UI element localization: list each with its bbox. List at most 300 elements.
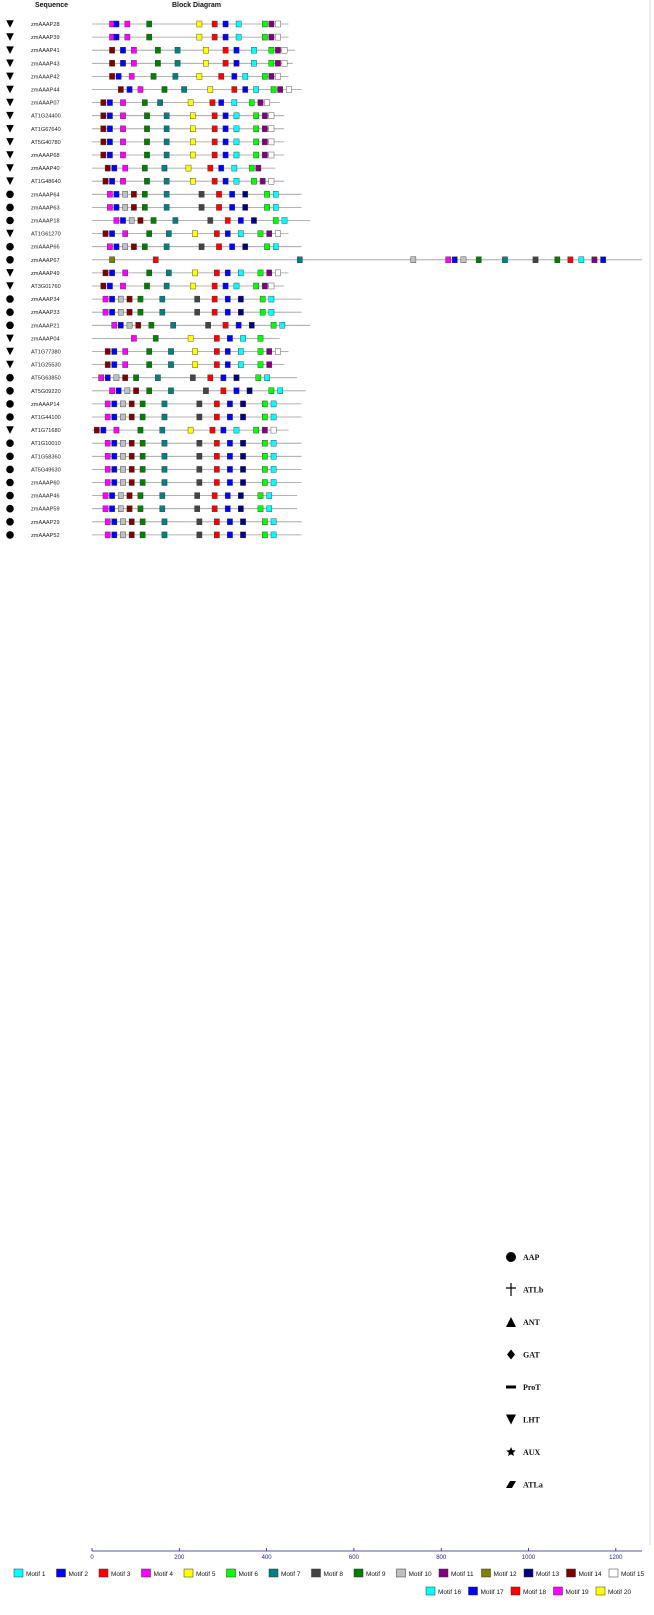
motif-1-block [232, 165, 237, 171]
family-legend-item [506, 1317, 541, 1327]
motif-2-block [116, 388, 121, 394]
motif-14-block [129, 532, 134, 538]
motif-6-block [262, 34, 267, 40]
motif-11-block [262, 283, 267, 289]
family-symbol [6, 413, 14, 421]
motif-3-block [214, 519, 219, 525]
motif-7-block [162, 466, 167, 472]
sequence-label: AT1G24400 [31, 113, 61, 120]
family-symbol [6, 322, 14, 330]
motif-2-block [101, 427, 106, 433]
motif-4-block [120, 152, 125, 158]
motif-11-block [267, 349, 272, 355]
motif-legend-label: Motif 16 [438, 1589, 462, 1596]
motif-10-block [125, 388, 130, 394]
motif-3-block [223, 60, 228, 66]
motif-16-block [282, 218, 287, 224]
family-symbol [6, 282, 14, 290]
sequence-label: zmAAAP52 [31, 532, 60, 539]
motif-1-block [234, 427, 239, 433]
motif-5-block [203, 47, 208, 53]
motif-5-block [192, 231, 197, 237]
sequence-row [6, 151, 284, 159]
motif-17-block [234, 60, 239, 66]
sequence-rows [6, 20, 642, 539]
motif-9-block [147, 21, 152, 27]
motif-legend-item [524, 1569, 560, 1578]
motif-17-block [234, 388, 239, 394]
motif-5-block [192, 270, 197, 276]
motif-15-block [269, 139, 274, 145]
motif-5-block [190, 113, 195, 119]
sequence-row [6, 505, 297, 513]
sequence-label: AT1G44100 [31, 415, 61, 421]
motif-legend-label: Motif 19 [565, 1589, 589, 1596]
motif-10-block [123, 204, 128, 210]
motif-6-block [269, 60, 274, 66]
motif-legend-item [227, 1569, 259, 1578]
motif-6-block [262, 532, 267, 538]
motif-16-block [271, 401, 276, 407]
motif-19-block [105, 401, 110, 407]
motif-17-block [227, 401, 232, 407]
motif-7-block [168, 388, 173, 394]
motif-16-block [271, 453, 276, 459]
motif-7-block [173, 73, 178, 79]
motif-10-block [123, 191, 128, 197]
motif-9-block [142, 204, 147, 210]
family-legend-label: ATLb [523, 1285, 544, 1295]
motif-15-block [269, 178, 274, 184]
motif-19-block [109, 388, 114, 394]
motif-3-block [212, 126, 217, 132]
motif-6-block [273, 218, 278, 224]
sequence-label: zmAAAP67 [31, 257, 60, 264]
motif-14-block [138, 218, 143, 224]
motif-7-block [168, 349, 173, 355]
motif-legend-swatch [482, 1569, 491, 1577]
motif-6-block [258, 362, 263, 368]
motif-4-block [120, 113, 125, 119]
motif-4-block [131, 335, 136, 341]
motif-1-block [236, 21, 241, 27]
motif-6-block [258, 493, 263, 499]
motif-5-block [197, 21, 202, 27]
family-symbol [6, 348, 14, 356]
motif-1-block [251, 47, 256, 53]
motif-5-block [190, 152, 195, 158]
sequence-row [6, 295, 301, 303]
motif-9-block [147, 362, 152, 368]
sequence-row [6, 99, 279, 107]
motif-7-block [155, 375, 160, 381]
motif-15-block [264, 100, 269, 106]
motif-legend-label: Motif 13 [536, 1571, 560, 1578]
motif-9-block [140, 414, 145, 420]
motif-5-block [190, 139, 195, 145]
motif-legend-swatch [397, 1569, 406, 1577]
sequence-label: zmAAAP68 [31, 153, 60, 159]
motif-13-block [234, 375, 239, 381]
motif-2-block [112, 466, 117, 472]
motif-14-block [103, 270, 108, 276]
sequence-label: zmAAAP29 [31, 519, 60, 526]
motif-legend-label: Motif 3 [111, 1571, 131, 1578]
motif-9-block [140, 440, 145, 446]
motif-11-block [278, 87, 283, 93]
motif-2-block [114, 34, 119, 40]
motif-14-block [118, 87, 123, 93]
family-symbol [6, 308, 14, 316]
motif-14-block [101, 283, 106, 289]
motif-17-block [223, 21, 228, 27]
motif-14-block [101, 126, 106, 132]
legend-symbol [506, 1415, 516, 1425]
motif-17-block [225, 309, 230, 315]
motif-legend-label: Motif 20 [608, 1589, 632, 1596]
motif-17-block [223, 126, 228, 132]
motif-17-block [230, 191, 235, 197]
motif-legend-item [142, 1569, 174, 1578]
sequence-row [6, 217, 310, 225]
family-symbol [6, 518, 14, 526]
motif-9-block [147, 388, 152, 394]
sequence-label: AT5G63850 [31, 375, 61, 382]
motif-2-block [109, 270, 114, 276]
motif-7-block [164, 126, 169, 132]
motif-4-block [123, 165, 128, 171]
motif-7-block [502, 257, 507, 263]
motif-10-block [120, 519, 125, 525]
family-symbol [6, 230, 14, 238]
motif-legend-swatch [227, 1569, 236, 1577]
motif-legend-swatch [99, 1569, 108, 1577]
motif-legend-item [554, 1587, 590, 1596]
family-legend-label: ProT [523, 1383, 541, 1392]
motif-7-block [160, 506, 165, 512]
motif-9-block [144, 283, 149, 289]
motif-7-block [181, 87, 186, 93]
motif-6-block [262, 414, 267, 420]
sequence-row [6, 439, 301, 447]
motif-14-block [131, 244, 136, 250]
motif-2-block [127, 87, 132, 93]
family-symbol [6, 217, 14, 225]
motif-6-block [249, 165, 254, 171]
motif-10-block [120, 401, 125, 407]
motif-1-block [234, 152, 239, 158]
motif-11-block [262, 113, 267, 119]
motif-15-block [275, 21, 280, 27]
motif-2-block [109, 296, 114, 302]
sequence-row [6, 453, 301, 461]
sequence-row [6, 269, 288, 277]
motif-4-block [131, 60, 136, 66]
motif-6-block [254, 126, 259, 132]
motif-7-block [168, 362, 173, 368]
sequence-label: zmAAAP44 [31, 87, 60, 94]
motif-legend-item [397, 1569, 433, 1578]
motif-1-block [243, 73, 248, 79]
motif-8-block [205, 322, 210, 328]
sequence-label: zmAAAP59 [31, 506, 60, 513]
motif-15-block [275, 34, 280, 40]
motif-14-block [127, 493, 132, 499]
motif-legend-item [567, 1569, 603, 1578]
motif-17-block [232, 73, 237, 79]
sequence-row [6, 256, 642, 264]
motif-legend-swatch [469, 1587, 478, 1595]
motif-3-block [214, 480, 219, 486]
motif-3-block [223, 322, 228, 328]
motif-9-block [138, 296, 143, 302]
sequence-label: AT3G01760 [31, 284, 61, 290]
motif-2-block [112, 453, 117, 459]
motif-2-block [114, 21, 119, 27]
motif-19-block [103, 506, 108, 512]
motif-17-block [236, 322, 241, 328]
sequence-label: AT1G25530 [31, 362, 61, 369]
motif-17-block [225, 296, 230, 302]
motif-19-block [112, 322, 117, 328]
motif-7-block [160, 309, 165, 315]
motif-9-block [144, 178, 149, 184]
motif-17-block [223, 283, 228, 289]
motif-6-block [251, 178, 256, 184]
motif-4-block [125, 34, 130, 40]
motif-9-block [155, 60, 160, 66]
motif-11-block [592, 257, 597, 263]
sequence-row [6, 46, 295, 54]
motif-6-block [271, 322, 276, 328]
motif-6-block [262, 519, 267, 525]
motif-2-block [114, 204, 119, 210]
motif-6-block [262, 401, 267, 407]
motif-7-block [166, 270, 171, 276]
motif-6-block [264, 191, 269, 197]
motif-legend-label: Motif 4 [153, 1571, 174, 1578]
motif-7-block [162, 519, 167, 525]
motif-14-block [131, 191, 136, 197]
motif-2-block [107, 126, 112, 132]
motif-3-block [212, 152, 217, 158]
motif-7-block [160, 427, 165, 433]
motif-13-block [240, 453, 245, 459]
axis-tick-label: 0 [90, 1555, 94, 1561]
motif-2-block [107, 113, 112, 119]
motif-17-block [225, 349, 230, 355]
x-axis [90, 1548, 642, 1561]
motif-11-block [275, 47, 280, 53]
motif-legend-label: Motif 5 [196, 1571, 216, 1578]
motif-legend-item [99, 1569, 131, 1578]
motif-11-block [262, 427, 267, 433]
motif-legend-swatch [567, 1569, 576, 1577]
sequence-label: zmAAAP40 [31, 166, 60, 173]
motif-15-block [275, 231, 280, 237]
motif-4-block [123, 231, 128, 237]
motif-legend-label: Motif 12 [493, 1571, 517, 1578]
motif-3-block [212, 178, 217, 184]
motif-11-block [269, 21, 274, 27]
motif-2-block [112, 401, 117, 407]
motif-13-block [251, 218, 256, 224]
family-symbol [6, 20, 14, 28]
motif-14-block [136, 322, 141, 328]
motif-19-block [446, 257, 451, 263]
motif-7-block [162, 165, 167, 171]
motif-1-block [232, 100, 237, 106]
motif-6-block [254, 283, 259, 289]
motif-legend-swatch [524, 1569, 533, 1577]
motif-14-block [129, 453, 134, 459]
motif-5-block [192, 349, 197, 355]
motif-17-block [227, 480, 232, 486]
motif-10-block [120, 440, 125, 446]
sequence-label: AT1G77380 [31, 349, 61, 356]
sequence-row [6, 348, 288, 356]
motif-19-block [103, 296, 108, 302]
motif-14-block [127, 506, 132, 512]
motif-7-block [164, 244, 169, 250]
motif-1-block [238, 231, 243, 237]
motif-15-block [282, 47, 287, 53]
sequence-label: zmAAAP18 [31, 218, 60, 225]
motif-10-block [120, 453, 125, 459]
motif-9-block [147, 349, 152, 355]
family-symbol [6, 164, 14, 172]
motif-17-block [221, 427, 226, 433]
motif-6-block [269, 47, 274, 53]
motif-6-block [262, 21, 267, 27]
motif-19-block [105, 466, 110, 472]
motif-10-block [118, 296, 123, 302]
sequence-row [6, 466, 301, 474]
motif-14-block [129, 480, 134, 486]
motif-10-block [114, 375, 119, 381]
motif-1-block [236, 34, 241, 40]
sequence-label: zmAAAP42 [31, 74, 60, 81]
motif-legend-swatch [184, 1569, 193, 1577]
motif-11-block [269, 73, 274, 79]
motif-6-block [262, 440, 267, 446]
motif-3-block [214, 532, 219, 538]
motif-15-block [271, 427, 276, 433]
motif-6-block [260, 309, 265, 315]
motif-3-block [214, 270, 219, 276]
motif-7-block [164, 204, 169, 210]
motif-7-block [162, 480, 167, 486]
motif-13-block [247, 388, 252, 394]
motif-9-block [162, 87, 167, 93]
sequence-header: Sequence [35, 2, 69, 9]
sequence-row [6, 191, 301, 199]
motif-10-block [118, 493, 123, 499]
sequence-row [6, 374, 297, 382]
motif-13-block [240, 519, 245, 525]
motif-2-block [112, 440, 117, 446]
family-legend-item [506, 1252, 540, 1262]
sequence-label: AT1G61270 [31, 231, 61, 238]
sequence-row [6, 335, 279, 343]
motif-9-block [140, 453, 145, 459]
motif-3-block [208, 375, 213, 381]
family-symbol [6, 361, 14, 369]
motif-4-block [123, 349, 128, 355]
legend-symbol [506, 1481, 516, 1488]
motif-13-block [243, 191, 248, 197]
motif-8-block [197, 532, 202, 538]
motif-11-block [269, 34, 274, 40]
motif-15-block [269, 126, 274, 132]
motif-2-block [112, 519, 117, 525]
motif-17-block [452, 257, 457, 263]
motif-7-block [173, 218, 178, 224]
motif-3-block [225, 218, 230, 224]
motif-4-block [120, 283, 125, 289]
motif-8-block [197, 466, 202, 472]
motif-15-block [269, 152, 274, 158]
motif-legend-swatch [609, 1569, 618, 1577]
family-symbol [6, 505, 14, 513]
axis-tick-label: 600 [348, 1555, 359, 1561]
legend-symbol [506, 1252, 516, 1262]
motif-8-block [197, 480, 202, 486]
motif-7-block [162, 440, 167, 446]
sequence-label: zmAAAP49 [31, 270, 60, 277]
axis-tick-label: 1200 [609, 1555, 623, 1561]
motif-3-block [214, 414, 219, 420]
sequence-label: AT5G09220 [31, 388, 61, 395]
motif-legend-item [609, 1569, 645, 1578]
motif-8-block [533, 257, 538, 263]
family-symbol [6, 33, 14, 41]
motif-11-block [275, 60, 280, 66]
motif-19-block [105, 440, 110, 446]
motif-legend-swatch [426, 1587, 435, 1595]
motif-6-block [262, 480, 267, 486]
motif-11-block [260, 178, 265, 184]
motif-6-block [249, 100, 254, 106]
motif-14-block [127, 296, 132, 302]
motif-3-block [216, 244, 221, 250]
motif-4-block [120, 100, 125, 106]
motif-3-block [214, 401, 219, 407]
motif-2-block [120, 60, 125, 66]
motif-2-block [107, 100, 112, 106]
family-symbol [6, 269, 14, 277]
motif-6-block [254, 139, 259, 145]
motif-10-block [411, 257, 416, 263]
family-legend [506, 1252, 544, 1490]
motif-8-block [199, 191, 204, 197]
motif-17-block [225, 231, 230, 237]
motif-legend-swatch [57, 1569, 66, 1577]
motif-3-block [208, 165, 213, 171]
motif-6-block [264, 244, 269, 250]
motif-6-block [258, 270, 263, 276]
motif-12-block [109, 257, 114, 263]
motif-16-block [271, 414, 276, 420]
motif-14-block [103, 178, 108, 184]
motif-8-block [199, 204, 204, 210]
family-symbol [6, 295, 14, 303]
sequence-label: zmAAAP14 [31, 401, 60, 408]
motif-3-block [214, 466, 219, 472]
motif-7-block [175, 47, 180, 53]
family-symbol [6, 73, 14, 81]
motif-15-block [269, 283, 274, 289]
